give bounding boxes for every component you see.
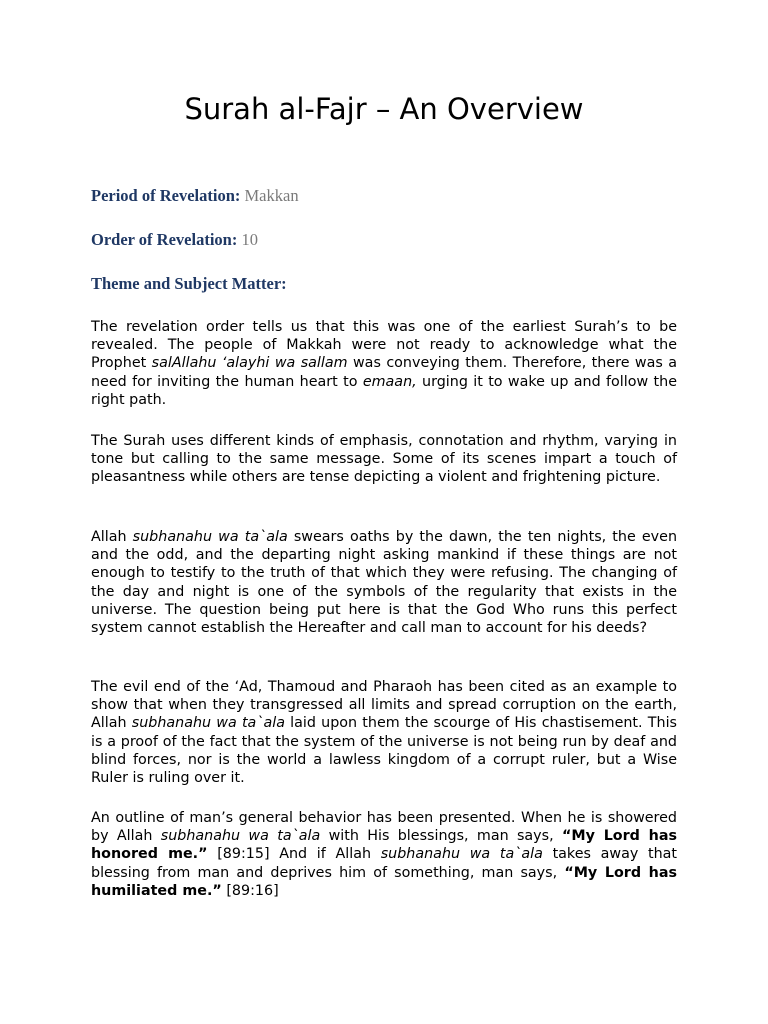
paragraph-revelation-order [91, 318, 677, 409]
period-of-revelation [91, 186, 299, 206]
bold-quote: “My Lord has honored me.” [91, 828, 678, 863]
text-run: The evil end of the ‘Ad, Thamoud and Pharaoh has been cited as an example to show that when they transgressed all limits and spread corruption on the earth, Allah [91, 679, 677, 732]
order-value: 10 [241, 230, 258, 249]
period-value: Makkan [244, 186, 299, 205]
paragraph-mans-behavior [91, 809, 677, 900]
paragraph-emphasis [91, 432, 677, 487]
page-title: Surah al-Fajr – An Overview [184, 92, 584, 126]
italic-run: subhanahu wa ta`ala [380, 846, 543, 863]
text-run: Allah [91, 529, 133, 545]
italic-run: salAllahu ‘alayhi wa sallam [151, 355, 348, 372]
text-run: [89:15] And if Allah [207, 846, 381, 863]
text-run: An outline of man’s general behavior has been presented. When he is showered by Allah [91, 810, 677, 845]
text-run: laid upon them the scourge of His chastisement. This is a proof of the fact that the system of the universe is not being run by deaf and blind forces, nor is the world a lawless kingdom of a corrupt ruler, but a Wise Ruler is ruling over it. [91, 715, 678, 787]
text-run: was conveying them. Therefore, there was a need for inviting the human heart to [91, 355, 678, 390]
order-label: Order of Revelation: [91, 230, 238, 249]
bold-quote: “My Lord has humiliated me.” [91, 864, 678, 899]
paragraph-evil-end [91, 678, 677, 787]
text-run: takes away that blessing from man and deprives him of something, man says, [91, 846, 677, 881]
text-run: with His blessings, man says, [320, 828, 562, 845]
text-run: [89:16] [221, 882, 279, 899]
theme-label: Theme and Subject Matter: [91, 274, 287, 293]
paragraph-oaths [91, 528, 677, 637]
order-of-revelation [91, 230, 258, 250]
theme-heading [91, 274, 287, 294]
italic-run: subhanahu wa ta`ala [131, 715, 285, 732]
text-run: urging it to wake up and follow the right path. [91, 373, 677, 408]
text-run: The revelation order tells us that this was one of the earliest Surah’s to be revealed. The people of Makkah were not ready to acknowledge what the Prophet [91, 319, 677, 372]
text-run: The Surah uses different kinds of emphasis, connotation and rhythm, varying in tone but calling to the same message. Some of its scenes impart a touch of pleasantness while others are tense depicting a violent and frightening picture. [91, 433, 677, 486]
period-label: Period of Revelation: [91, 186, 241, 205]
text-run: swears oaths by the dawn, the ten nights, the even and the odd, and the departing night asking mankind if these things are not enough to testify to the truth of that which they were refusing. The changing of the day and night is one of the symbols of the regularity that exists in the universe. The question being put here is that the God Who runs this perfect system cannot establish the Hereafter and call man to account for his deeds? [91, 529, 678, 637]
italic-run: emaan, [362, 373, 417, 390]
italic-run: subhanahu wa ta`ala [160, 828, 321, 845]
italic-run: subhanahu wa ta`ala [132, 529, 288, 545]
